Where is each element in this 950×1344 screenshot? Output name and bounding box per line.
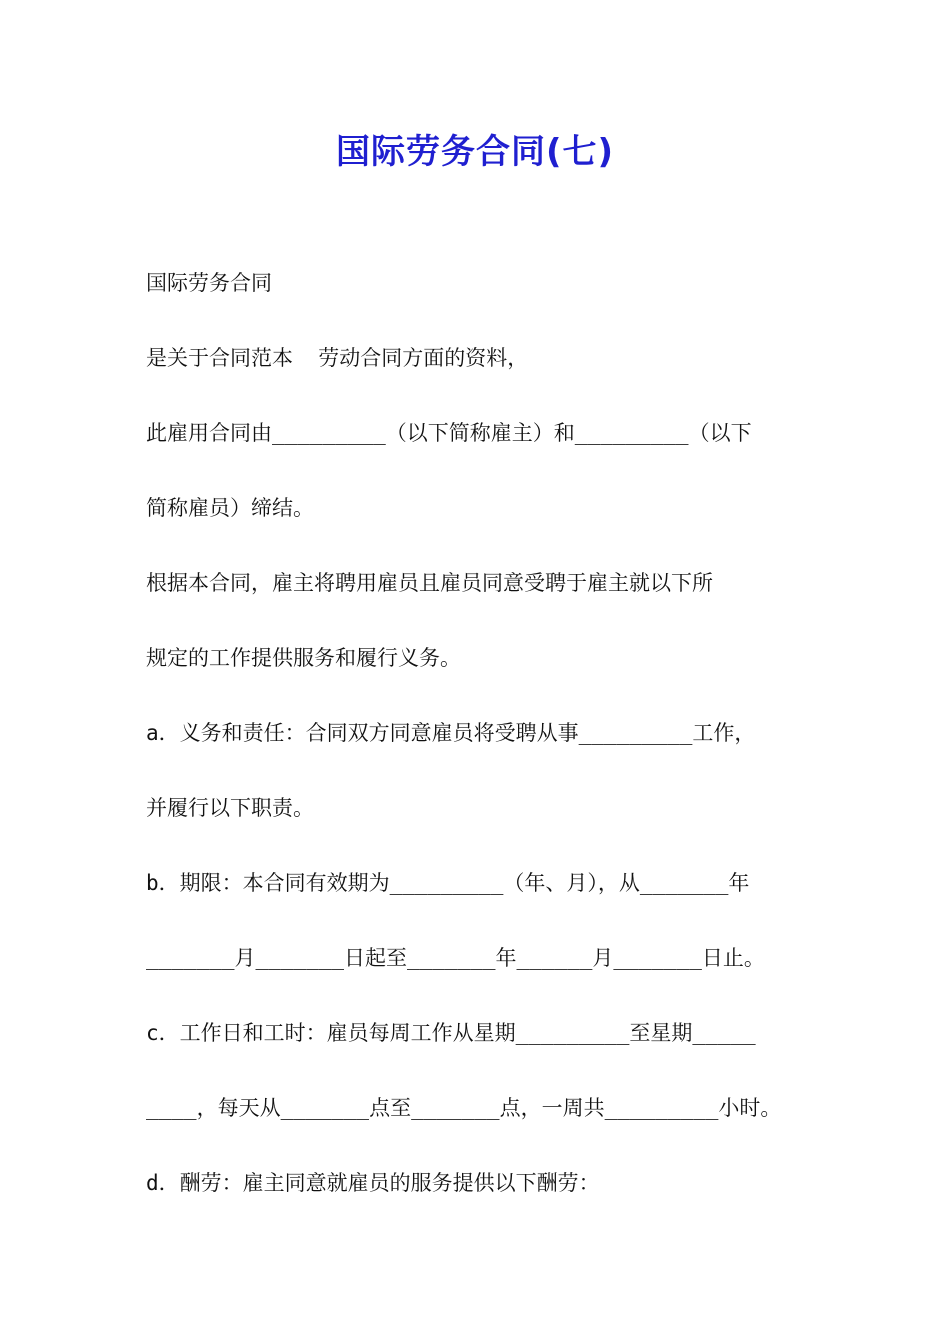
text-line: ____，每天从_______点至_______点，一周共_________小时。 bbox=[146, 1096, 782, 1120]
text-line: 国际劳务合同 bbox=[146, 271, 272, 295]
text-line: d．酬劳：雇主同意就雇员的服务提供以下酬劳： bbox=[146, 1171, 600, 1195]
text-line: 根据本合同，雇主将聘用雇员且雇员同意受聘于雇主就以下所 bbox=[146, 571, 713, 595]
text-line: b．期限：本合同有效期为_________（年、月），从_______年 bbox=[146, 871, 750, 895]
text-line: 是关于合同范本 劳动合同方面的资料， bbox=[146, 346, 529, 370]
text-line: 规定的工作提供服务和履行义务。 bbox=[146, 646, 461, 670]
document-title: 国际劳务合同(七) bbox=[335, 132, 615, 172]
text-line: a．义务和责任：合同双方同意雇员将受聘从事_________工作， bbox=[146, 721, 756, 745]
text-line: 并履行以下职责。 bbox=[146, 796, 314, 820]
text-line: 简称雇员）缔结。 bbox=[146, 496, 314, 520]
text-line: 此雇用合同由_________（以下简称雇主）和_________（以下 bbox=[146, 421, 752, 445]
text-line: _______月_______日起至_______年______月_______日止。 bbox=[146, 946, 765, 970]
text-line: c．工作日和工时：雇员每周工作从星期_________至星期_____ bbox=[146, 1021, 756, 1045]
